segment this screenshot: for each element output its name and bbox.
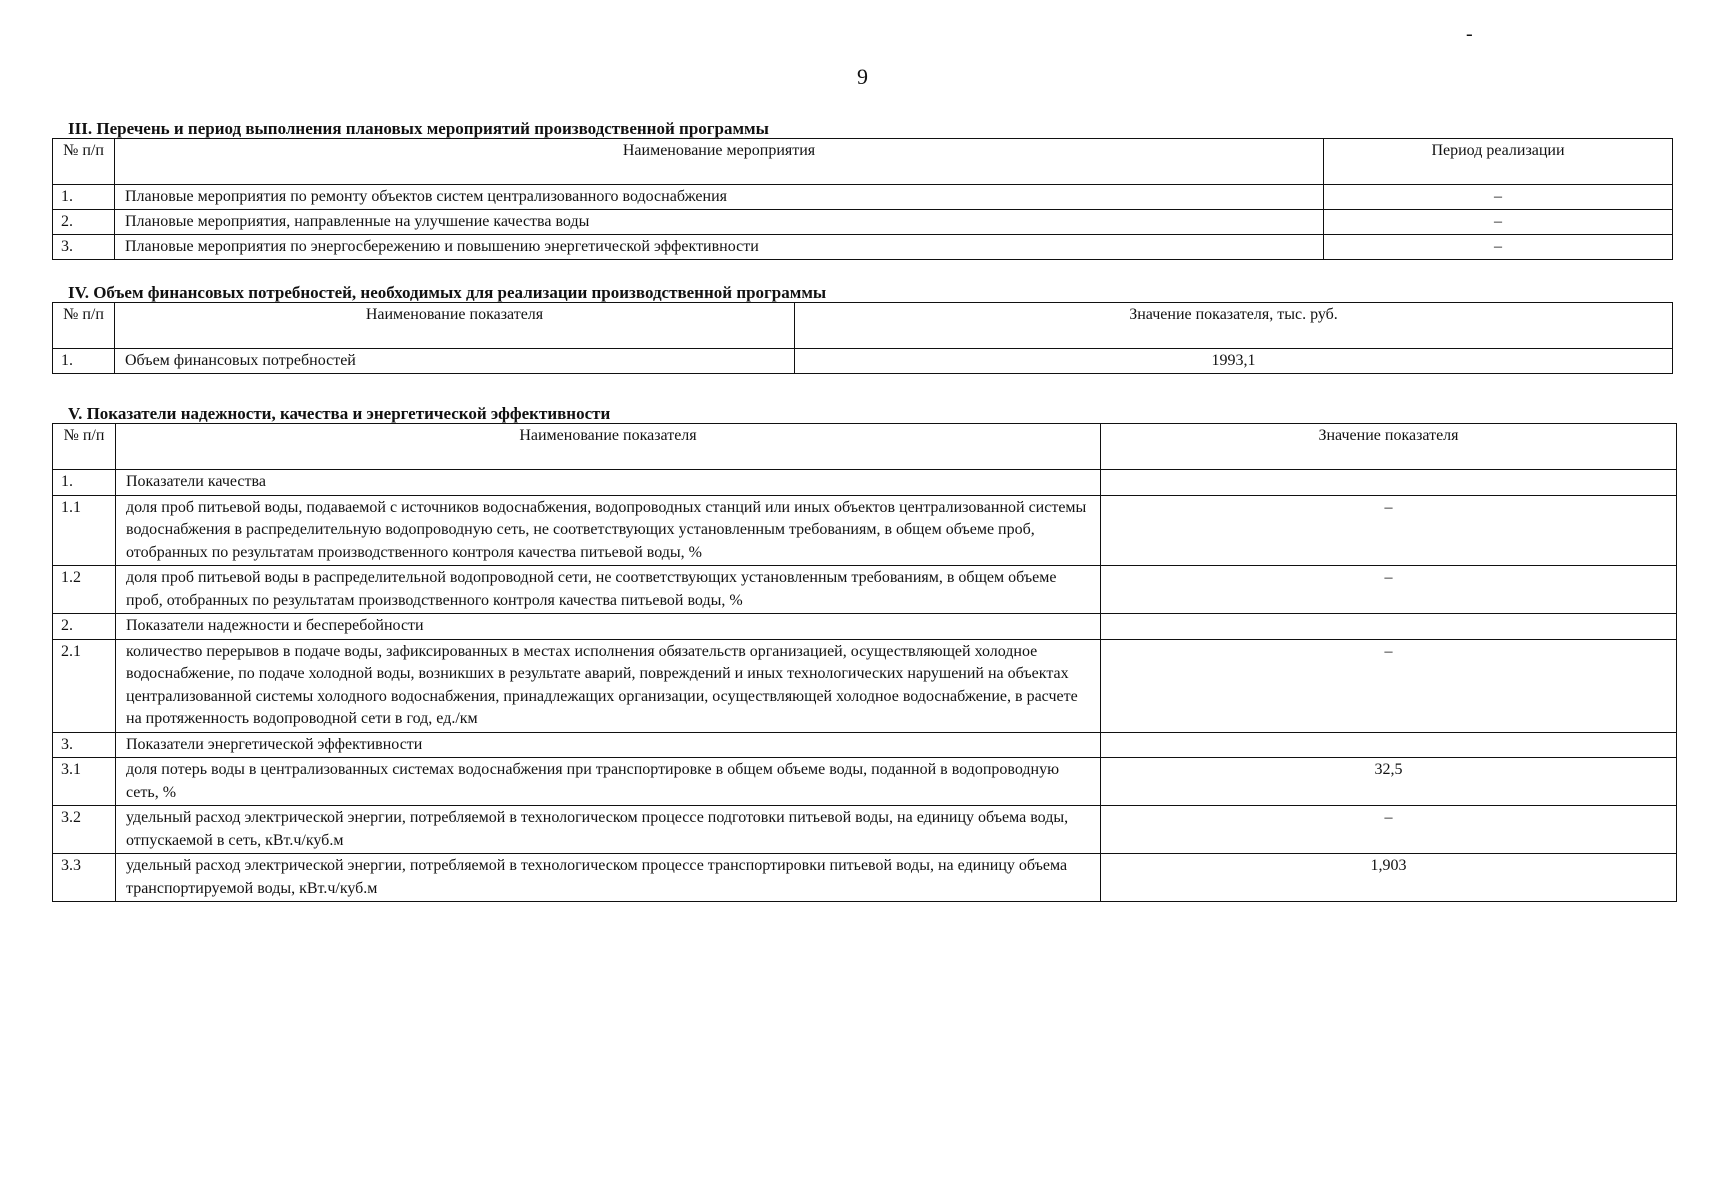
row-num: 2.1 (53, 639, 116, 732)
row-num: 1. (53, 185, 115, 210)
column-header-name: Наименование показателя (115, 303, 795, 349)
row-value: 1993,1 (795, 349, 1673, 374)
column-header-num: № п/п (53, 303, 115, 349)
row-name: Показатели надежности и бесперебойности (116, 614, 1101, 640)
column-header-value: Значение показателя (1101, 424, 1677, 470)
row-num: 2. (53, 614, 116, 640)
table-row (53, 614, 1677, 640)
row-period: – (1324, 235, 1673, 260)
section-financial-needs (52, 284, 1678, 374)
row-num: 1.2 (53, 566, 116, 614)
row-name: Показатели качества (116, 470, 1101, 496)
row-num: 3. (53, 732, 116, 758)
row-name: удельный расход электрической энергии, потребляемой в технологическом процессе подготовки питьевой воды, на единицу объема воды, отпускаемой в сеть, кВт.ч/куб.м (116, 806, 1101, 854)
table-row (53, 235, 1673, 260)
table-row (53, 210, 1673, 235)
table-row (53, 185, 1673, 210)
financial-needs-table (52, 302, 1673, 374)
column-header-name: Наименование мероприятия (115, 139, 1324, 185)
table-row (53, 732, 1677, 758)
table-row (53, 470, 1677, 496)
section-planned-activities (52, 120, 1678, 260)
row-name: Показатели энергетической эффективности (116, 732, 1101, 758)
row-num: 3.1 (53, 758, 116, 806)
planned-activities-table (52, 138, 1673, 260)
section-title: IV. Объем финансовых потребностей, необходимых для реализации производственной программы (68, 283, 827, 302)
row-name: Плановые мероприятия, направленные на улучшение качества воды (115, 210, 1324, 235)
column-header-name: Наименование показателя (116, 424, 1101, 470)
row-name: Объем финансовых потребностей (115, 349, 795, 374)
table-row (53, 349, 1673, 374)
page-number: 9 (857, 64, 868, 89)
indicators-table (52, 423, 1677, 902)
row-value: 1,903 (1101, 854, 1677, 902)
row-num: 3.2 (53, 806, 116, 854)
section-title: V. Показатели надежности, качества и энергетической эффективности (68, 404, 611, 423)
row-value: – (1101, 639, 1677, 732)
column-header-value: Значение показателя, тыс. руб. (795, 303, 1673, 349)
row-value (1101, 614, 1677, 640)
row-value: 32,5 (1101, 758, 1677, 806)
row-num: 3. (53, 235, 115, 260)
section-indicators (52, 405, 1678, 902)
row-name: Плановые мероприятия по ремонту объектов систем централизованного водоснабжения (115, 185, 1324, 210)
row-value: – (1101, 495, 1677, 566)
column-header-period: Период реализации (1324, 139, 1673, 185)
row-name: доля проб питьевой воды, подаваемой с источников водоснабжения, водопроводных станций или иных объектов централизованной системы водоснабжения в распределительную водопроводную сеть, не соответствующих установленным требованиям, в общем объеме проб, отобранных по результатам производственного контроля качества питьевой воды, % (116, 495, 1101, 566)
table-row (53, 806, 1677, 854)
row-name: количество перерывов в подаче воды, зафиксированных в местах исполнения обязательств организацией, осуществляющей холодное водоснабжение, по подаче холодной воды, возникших в результате аварий, повреждений и иных технологических нарушений на объектах централизованной системы холодного водоснабжения, принадлежащих организации, осуществляющей холодное водоснабжение, в расчете на протяженность водопроводной сети в год, ед./км (116, 639, 1101, 732)
corner-mark: - (1466, 23, 1473, 45)
row-name: доля проб питьевой воды в распределительной водопроводной сети, не соответствующих установленным требованиям, в общем объеме проб, отобранных по результатам производственного контроля качества питьевой воды, % (116, 566, 1101, 614)
row-period: – (1324, 185, 1673, 210)
row-num: 3.3 (53, 854, 116, 902)
row-num: 1.1 (53, 495, 116, 566)
row-num: 2. (53, 210, 115, 235)
table-row (53, 854, 1677, 902)
table-row (53, 566, 1677, 614)
table-row (53, 639, 1677, 732)
column-header-num: № п/п (53, 424, 116, 470)
row-period: – (1324, 210, 1673, 235)
row-num: 1. (53, 470, 116, 496)
row-name: доля потерь воды в централизованных системах водоснабжения при транспортировке в общем объеме воды, поданной в водопроводную сеть, % (116, 758, 1101, 806)
row-name: Плановые мероприятия по энергосбережению и повышению энергетической эффективности (115, 235, 1324, 260)
table-row (53, 495, 1677, 566)
row-name: удельный расход электрической энергии, потребляемой в технологическом процессе транспортировки питьевой воды, на единицу объема транспортируемой воды, кВт.ч/куб.м (116, 854, 1101, 902)
row-value: – (1101, 566, 1677, 614)
section-title: III. Перечень и период выполнения плановых мероприятий производственной программы (68, 119, 769, 138)
row-value (1101, 732, 1677, 758)
table-row (53, 758, 1677, 806)
row-value (1101, 470, 1677, 496)
column-header-num: № п/п (53, 139, 115, 185)
row-value: – (1101, 806, 1677, 854)
row-num: 1. (53, 349, 115, 374)
